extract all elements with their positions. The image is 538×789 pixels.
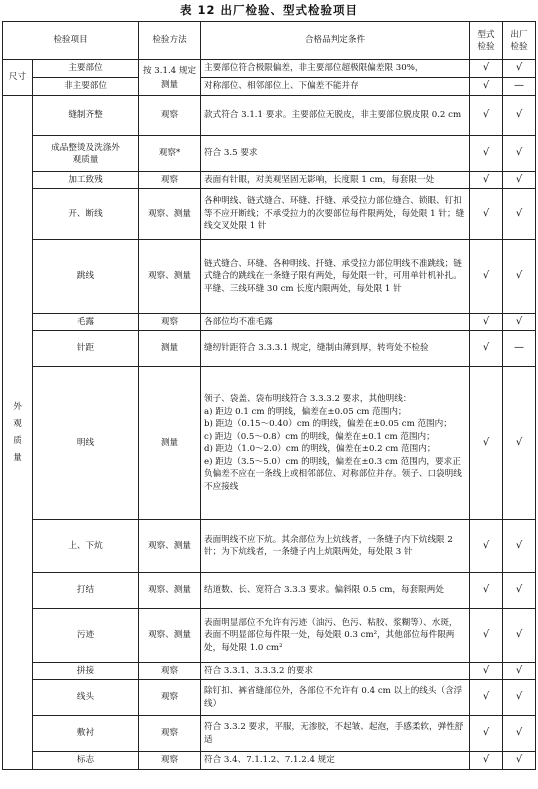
item-name: 毛露 <box>33 314 139 331</box>
item-name: 缝制齐整 <box>33 96 139 136</box>
criteria: 各种明线、链式缝合、环缝、扦缝、承受拉力部位缝合、锁眼、钉扣等不应开断线；不承受拉力的次要部位每件限两处，每处限 1 针；缝线交叉处限 1 针 <box>201 189 470 240</box>
item-name: 成品整烫及洗涤外观质量 <box>33 136 139 172</box>
criteria-line: d) 距边（1.0～2.0）cm 的明线，偏差在±0.2 cm 范围内； <box>204 444 436 454</box>
type-test-mark: √ <box>470 314 503 331</box>
factory-test-mark: — <box>503 331 536 367</box>
factory-test-mark: √ <box>503 172 536 189</box>
header-method: 检验方法 <box>139 22 201 60</box>
method: 观察、测量 <box>139 609 201 663</box>
factory-test-mark: √ <box>503 520 536 573</box>
type-test-mark: √ <box>470 172 503 189</box>
criteria: 缝纫针距符合 3.3.3.1 规定，缝制由薄到厚，转弯处不检验 <box>201 331 470 367</box>
header-type-test: 型式 检验 <box>470 22 503 60</box>
factory-test-mark: √ <box>503 680 536 716</box>
type-test-mark: √ <box>470 78 503 96</box>
criteria-line: c) 距边（0.5～0.8）cm 的明线，偏差在±0.1 cm 范围内； <box>204 431 435 442</box>
method: 观察 <box>139 752 201 770</box>
table-row <box>3 172 536 189</box>
criteria-line: 领子、袋盖、袋布明线符合 3.3.3.2 要求，其他明线： <box>204 394 412 404</box>
item-name: 打结 <box>33 573 139 609</box>
method: 测量 <box>139 367 201 520</box>
type-test-mark: √ <box>470 96 503 136</box>
type-test-mark: √ <box>470 573 503 609</box>
criteria: 除钉扣、裤省缝部位外，各部位不允许有 0.4 cm 以上的线头（含浮线） <box>201 680 470 716</box>
criteria: 符合 3.3.1、3.3.3.2 的要求 <box>201 663 470 680</box>
criteria-line: a) 距边 0.1 cm 的明线，偏差在±0.05 cm 范围内； <box>204 406 407 417</box>
item-name: 加工致残 <box>33 172 139 189</box>
category-appearance-label: 外观质量 <box>13 401 22 463</box>
method: 测量 <box>139 331 201 367</box>
table-row <box>3 136 536 172</box>
factory-test-mark: √ <box>503 136 536 172</box>
table-row <box>3 716 536 752</box>
factory-test-mark: — <box>503 78 536 96</box>
type-test-mark: √ <box>470 367 503 520</box>
method: 观察 <box>139 680 201 716</box>
criteria: 符合 3.4、7.1.1.2、7.1.2.4 规定 <box>201 752 470 770</box>
type-test-mark: √ <box>470 136 503 172</box>
factory-test-mark: √ <box>503 609 536 663</box>
criteria: 对称部位、相邻部位上、下偏差不能并存 <box>201 78 470 96</box>
method: 观察、测量 <box>139 189 201 240</box>
table-row <box>3 752 536 770</box>
table-row <box>3 331 536 367</box>
criteria: 符合 3.5 要求 <box>201 136 470 172</box>
criteria: 链式缝合、环缝、各种明线、扦缝、承受拉力部位明线不准跳线；链式缝合的跳线在一条缝子限有两处，每处限一针，可用单针机补扎。平缝、三线环缝 30 cm 长度内限两处，每处限 1 针 <box>201 240 470 314</box>
method: 观察 <box>139 172 201 189</box>
table-row <box>3 573 536 609</box>
method: 观察* <box>139 136 201 172</box>
category-size: 尺寸 <box>3 60 33 96</box>
type-test-mark: √ <box>470 520 503 573</box>
header-item: 检验项目 <box>3 22 139 60</box>
table-row <box>3 60 536 78</box>
criteria: 各部位均不准毛露 <box>201 314 470 331</box>
table-row <box>3 78 536 96</box>
item-name: 非主要部位 <box>33 78 139 96</box>
item-name: 明线 <box>33 367 139 520</box>
method: 观察、测量 <box>139 240 201 314</box>
criteria: 符合 3.3.2 要求，平服，无渗胶，不起皱、起泡，手感柔软，弹性舒适 <box>201 716 470 752</box>
item-name: 主要部位 <box>33 60 139 78</box>
criteria <box>201 367 470 520</box>
table-row <box>3 367 536 520</box>
type-test-mark: √ <box>470 240 503 314</box>
method: 观察、测量 <box>139 520 201 573</box>
type-test-mark: √ <box>470 331 503 367</box>
item-name: 线头 <box>33 680 139 716</box>
type-test-mark: √ <box>470 680 503 716</box>
method: 观察 <box>139 663 201 680</box>
item-name: 上、下炕 <box>33 520 139 573</box>
method: 观察 <box>139 314 201 331</box>
type-test-mark: √ <box>470 716 503 752</box>
item-name: 标志 <box>33 752 139 770</box>
criteria: 主要部位符合极限偏差，非主要部位超极限偏差限 30%， <box>201 60 470 78</box>
type-test-mark: √ <box>470 609 503 663</box>
table-row <box>3 520 536 573</box>
criteria: 结道数、长、宽符合 3.3.3 要求。偏斜限 0.5 cm，每套限两处 <box>201 573 470 609</box>
method: 观察、测量 <box>139 573 201 609</box>
factory-test-mark: √ <box>503 240 536 314</box>
item-name: 敷衬 <box>33 716 139 752</box>
size-method: 按 3.1.4 规定测量 <box>139 60 201 96</box>
factory-test-mark: √ <box>503 367 536 520</box>
method: 观察 <box>139 96 201 136</box>
table-row <box>3 680 536 716</box>
criteria: 表面有针眼，对美观坚固无影响，长度限 1 cm，每套限一处 <box>201 172 470 189</box>
table-row <box>3 609 536 663</box>
factory-test-mark: √ <box>503 752 536 770</box>
type-test-mark: √ <box>470 60 503 78</box>
inspection-table <box>2 21 536 770</box>
table-row <box>3 663 536 680</box>
factory-test-mark: √ <box>503 716 536 752</box>
header-factory-test: 出厂 检验 <box>503 22 536 60</box>
factory-test-mark: √ <box>503 314 536 331</box>
category-appearance <box>3 96 33 770</box>
item-name: 开、断线 <box>33 189 139 240</box>
header-criteria: 合格品判定条件 <box>201 22 470 60</box>
method: 观察 <box>139 716 201 752</box>
table-row <box>3 96 536 136</box>
type-test-mark: √ <box>470 752 503 770</box>
header-row <box>3 22 536 60</box>
table-row <box>3 189 536 240</box>
type-test-mark: √ <box>470 663 503 680</box>
item-name: 针距 <box>33 331 139 367</box>
criteria: 款式符合 3.1.1 要求。主要部位无脱皮，非主要部位脱皮限 0.2 cm <box>201 96 470 136</box>
criteria: 表面明线不应下炕。其余部位为上炕线者，一条缝子内下炕线限 2 针；为下炕线者，一条缝子内上炕限两处，每处限 3 针 <box>201 520 470 573</box>
factory-test-mark: √ <box>503 96 536 136</box>
item-name: 污迹 <box>33 609 139 663</box>
factory-test-mark: √ <box>503 189 536 240</box>
criteria-line: e) 距边（3.5～5.0）cm 的明线，偏差在±0.3 cm 范围内，要求正负偏差不应在一条线上或相邻部位、对称部位并存。领子、口袋明线不应接线 <box>204 456 462 492</box>
table-title: 表 12 出厂检验、型式检验项目 <box>179 3 358 17</box>
table-row <box>3 314 536 331</box>
table-row <box>3 240 536 314</box>
item-name: 跳线 <box>33 240 139 314</box>
item-name: 拼接 <box>33 663 139 680</box>
type-test-mark: √ <box>470 189 503 240</box>
factory-test-mark: √ <box>503 663 536 680</box>
criteria-line: b) 距边（0.15～0.40）cm 的明线，偏差在±0.05 cm 范围内； <box>204 419 452 429</box>
factory-test-mark: √ <box>503 573 536 609</box>
factory-test-mark: √ <box>503 60 536 78</box>
criteria: 表面明显部位不允许有污迹（油污、色污、粘胶、浆糊等）、水斑，表面不明显部位每件限一处，每处限 0.3 cm²，其他部位每件限两处，每处限 1.0 cm² <box>201 609 470 663</box>
